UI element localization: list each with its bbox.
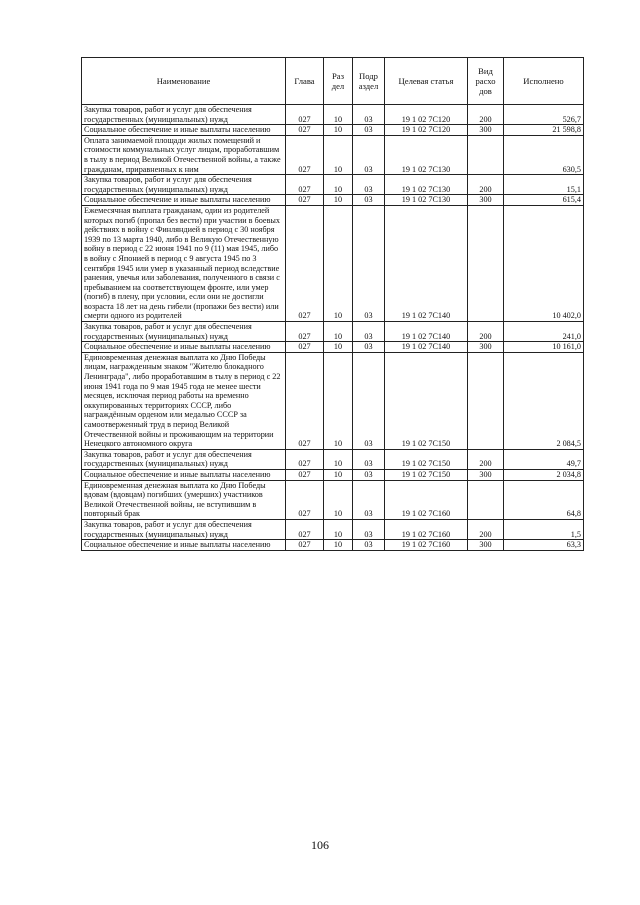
row-vid: 300	[468, 469, 504, 480]
row-name: Закупка товаров, работ и услуг для обеспечения государственных (муниципальных) нужд	[82, 322, 286, 342]
row-vid: 200	[468, 322, 504, 342]
row-podrazdel: 03	[353, 205, 385, 321]
row-razdel: 10	[324, 352, 353, 449]
row-name: Социальное обеспечение и иные выплаты населению	[82, 125, 286, 136]
row-vid	[468, 135, 504, 174]
row-name: Единовременная денежная выплата ко Дню Победы вдовам (вдовцам) погибших (умерших) участников Великой Отечественной войны, не вступившим в повторный брак	[82, 480, 286, 519]
row-glava: 027	[286, 322, 324, 342]
row-razdel: 10	[324, 135, 353, 174]
header-row	[82, 58, 584, 105]
row-glava: 027	[286, 519, 324, 539]
row-glava: 027	[286, 352, 324, 449]
row-glava: 027	[286, 449, 324, 469]
row-razdel: 10	[324, 540, 353, 551]
table-row	[82, 125, 584, 136]
row-celevaya: 19 1 02 7C120	[385, 125, 468, 136]
row-amount: 21 598,8	[504, 125, 584, 136]
row-podrazdel: 03	[353, 449, 385, 469]
row-razdel: 10	[324, 519, 353, 539]
row-vid: 300	[468, 342, 504, 353]
row-vid	[468, 480, 504, 519]
row-razdel: 10	[324, 469, 353, 480]
table-row	[82, 205, 584, 321]
header-podrazdel: Подр аздел	[353, 58, 385, 105]
row-podrazdel: 03	[353, 540, 385, 551]
row-razdel: 10	[324, 175, 353, 195]
row-vid: 300	[468, 125, 504, 136]
row-razdel: 10	[324, 449, 353, 469]
row-celevaya: 19 1 02 7C150	[385, 352, 468, 449]
row-podrazdel: 03	[353, 342, 385, 353]
row-name: Социальное обеспечение и иные выплаты населению	[82, 469, 286, 480]
table-row	[82, 135, 584, 174]
row-amount: 64,8	[504, 480, 584, 519]
row-amount: 630,5	[504, 135, 584, 174]
row-glava: 027	[286, 105, 324, 125]
row-razdel: 10	[324, 480, 353, 519]
row-celevaya: 19 1 02 7C140	[385, 342, 468, 353]
row-celevaya: 19 1 02 7C150	[385, 469, 468, 480]
row-amount: 2 034,8	[504, 469, 584, 480]
row-razdel: 10	[324, 105, 353, 125]
row-name: Закупка товаров, работ и услуг для обеспечения государственных (муниципальных) нужд	[82, 519, 286, 539]
row-amount: 10 161,0	[504, 342, 584, 353]
row-glava: 027	[286, 469, 324, 480]
row-name: Закупка товаров, работ и услуг для обеспечения государственных (муниципальных) нужд	[82, 449, 286, 469]
row-celevaya: 19 1 02 7C140	[385, 205, 468, 321]
row-vid: 200	[468, 519, 504, 539]
row-podrazdel: 03	[353, 125, 385, 136]
row-amount: 63,3	[504, 540, 584, 551]
row-razdel: 10	[324, 125, 353, 136]
row-glava: 027	[286, 135, 324, 174]
table-body	[82, 105, 584, 551]
table-row	[82, 175, 584, 195]
row-amount: 10 402,0	[504, 205, 584, 321]
row-amount: 1,5	[504, 519, 584, 539]
row-podrazdel: 03	[353, 195, 385, 206]
row-celevaya: 19 1 02 7C130	[385, 195, 468, 206]
table-row	[82, 480, 584, 519]
row-amount: 526,7	[504, 105, 584, 125]
row-celevaya: 19 1 02 7C160	[385, 480, 468, 519]
row-name: Социальное обеспечение и иные выплаты населению	[82, 195, 286, 206]
row-razdel: 10	[324, 195, 353, 206]
row-name: Социальное обеспечение и иные выплаты населению	[82, 342, 286, 353]
row-vid: 200	[468, 449, 504, 469]
row-amount: 2 084,5	[504, 352, 584, 449]
budget-table	[81, 57, 584, 551]
row-razdel: 10	[324, 342, 353, 353]
row-podrazdel: 03	[353, 480, 385, 519]
table-row	[82, 519, 584, 539]
row-glava: 027	[286, 342, 324, 353]
row-name: Закупка товаров, работ и услуг для обеспечения государственных (муниципальных) нужд	[82, 105, 286, 125]
header-celevaya: Целевая статья	[385, 58, 468, 105]
table-row	[82, 195, 584, 206]
row-name: Оплата занимаемой площади жилых помещений и стоимости коммунальных услуг лицам, проработавшим в тылу в период Великой Отечественной войны, а также гражданам, приравненных к ним	[82, 135, 286, 174]
table-row	[82, 469, 584, 480]
row-podrazdel: 03	[353, 519, 385, 539]
row-celevaya: 19 1 02 7C130	[385, 175, 468, 195]
row-celevaya: 19 1 02 7C160	[385, 519, 468, 539]
row-podrazdel: 03	[353, 175, 385, 195]
row-name: Единовременная денежная выплата ко Дню Победы лицам, награжденным знаком "Жителю блокадного Ленинграда", либо проработавшим в тылу в период с 22 июня 1941 года по 9 мая 1945 года не менее шести месяцев, исключая период работы на временно оккупированных территориях СССР, либо награждённым орденом или медалью СССР за самоотверженный труд в период Великой Отечественной войны и проживающим на территории Ненецкого автономного округа	[82, 352, 286, 449]
row-glava: 027	[286, 480, 324, 519]
row-celevaya: 19 1 02 7C120	[385, 105, 468, 125]
table-row	[82, 540, 584, 551]
row-celevaya: 19 1 02 7C150	[385, 449, 468, 469]
row-podrazdel: 03	[353, 322, 385, 342]
row-podrazdel: 03	[353, 105, 385, 125]
table-row	[82, 342, 584, 353]
row-glava: 027	[286, 175, 324, 195]
row-vid: 200	[468, 105, 504, 125]
row-amount: 15,1	[504, 175, 584, 195]
row-amount: 241,0	[504, 322, 584, 342]
header-razdel: Раз дел	[324, 58, 353, 105]
row-vid	[468, 205, 504, 321]
table-row	[82, 352, 584, 449]
row-amount: 49,7	[504, 449, 584, 469]
row-razdel: 10	[324, 322, 353, 342]
header-ispolneno: Исполнено	[504, 58, 584, 105]
row-glava: 027	[286, 205, 324, 321]
row-glava: 027	[286, 195, 324, 206]
row-name: Ежемесячная выплата гражданам, один из родителей которых погиб (пропал без вести) при участии в боевых действиях в войну с Финляндией в период с 30 ноября 1939 по 13 марта 1940, либо в Великую Отечественную войну в период с 22 июня 1941 по 9 (11) мая 1945, либо в войну с Японией в период с 9 августа 1945 по 3 сентября 1945 или умер в указанный период вследствие ранения, увечья или заболевания, полученного в связи с пребыванием на соответствующем фронте, или умер (погиб) в плену, при условии, если они не достигли возраста 18 лет на день гибели (пропажи без вести) или смерти одного из родителей	[82, 205, 286, 321]
row-razdel: 10	[324, 205, 353, 321]
row-podrazdel: 03	[353, 469, 385, 480]
table-row	[82, 105, 584, 125]
row-glava: 027	[286, 540, 324, 551]
row-celevaya: 19 1 02 7C130	[385, 135, 468, 174]
header-glava: Глава	[286, 58, 324, 105]
header-name: Наименование	[82, 58, 286, 105]
row-name: Закупка товаров, работ и услуг для обеспечения государственных (муниципальных) нужд	[82, 175, 286, 195]
row-glava: 027	[286, 125, 324, 136]
row-celevaya: 19 1 02 7C140	[385, 322, 468, 342]
row-amount: 615,4	[504, 195, 584, 206]
row-vid: 300	[468, 540, 504, 551]
row-vid	[468, 352, 504, 449]
table-row	[82, 449, 584, 469]
row-celevaya: 19 1 02 7C160	[385, 540, 468, 551]
table-header	[82, 58, 584, 105]
page-number: 106	[311, 838, 329, 852]
row-name: Социальное обеспечение и иные выплаты населению	[82, 540, 286, 551]
row-vid: 200	[468, 175, 504, 195]
header-vid: Вид расхо дов	[468, 58, 504, 105]
table-row	[82, 322, 584, 342]
row-vid: 300	[468, 195, 504, 206]
row-podrazdel: 03	[353, 135, 385, 174]
row-podrazdel: 03	[353, 352, 385, 449]
